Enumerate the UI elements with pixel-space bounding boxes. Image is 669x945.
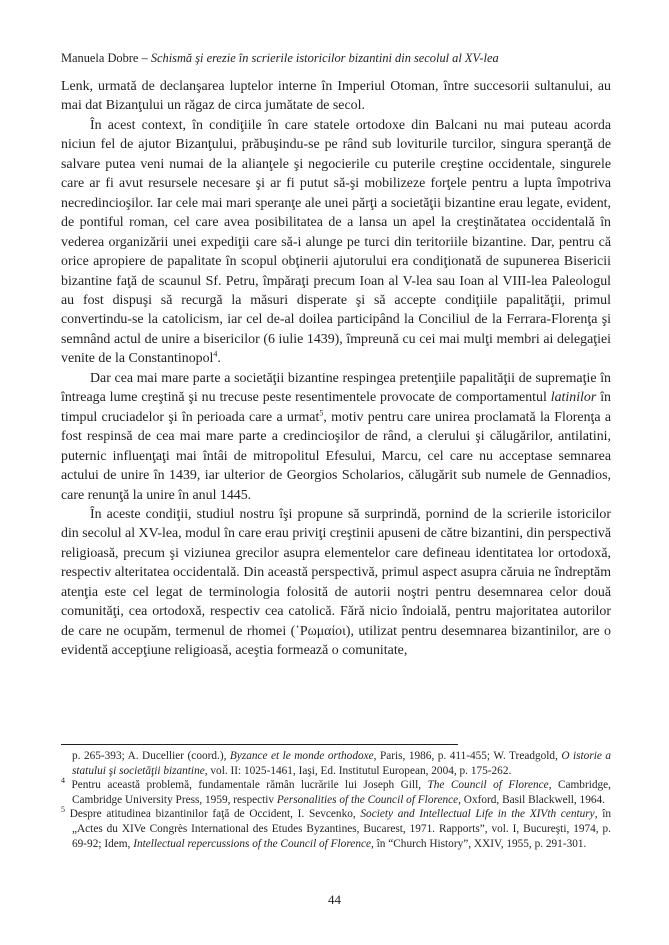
header-title: Schismă şi erezie în scrierile istoricilor bizantini din secolul al XV-lea [150, 51, 499, 65]
fn5-c: , în “Church History”, XXIV, 1955, p. 291-301. [371, 837, 587, 850]
fn-cont-c: , vol. II: 1025-1461, Iaşi, Ed. Institutul European, 2004, p. 175-262. [204, 764, 512, 777]
fn-cont-italic-2: O istorie a statului şi societăţii bizantine [72, 750, 611, 777]
paragraph-3-text-c: , motiv pentru care unirea proclamată la Florenţa a fost respinsă de cea mai mare parte a credincioşilor de rând, a clerului şi călugărilor, antilatini, puternic influenţaţi mai întâi de mitropolitul Efesului, Marcu, cel care nu acceptase semnarea actului de unire în 1439, iar ulterior de Georgios Scholarios, călugărit sub numele de Gennadios, care renunţă la unire în anul 1445. [61, 409, 611, 503]
fn5-b: , în „Actes du XIVe Congrès International des Etudes Byzantines, Bucarest, 1971. Rapports”, vol. I, Bucureşti, 1974, p. 69-92; Idem, [72, 808, 611, 850]
paragraph-3-text-b: în timpul cruciadelor şi în perioada care a urmat [61, 390, 612, 425]
fn5-italic-1: Society and Intellectual Life in the XIVth century [360, 808, 595, 821]
fn4-a: Pentru această problemă, fundamentale rămân lucrările lui Joseph Gill, [65, 779, 428, 792]
fn4-c: , Oxford, Basil Blackwell, 1964. [458, 793, 605, 806]
footnote-continuation [61, 749, 611, 778]
footnote-4 [61, 778, 611, 807]
footnote-4-number: 4 [61, 776, 65, 786]
paragraph-4: În aceste condiţii, studiul nostru îşi propune să surprindă, pornind de la scrierile istoricilor din secolul al XV-lea, modul în care erau priviţi creştinii apuseni de către bizantini, din perspectivă religioasă, precum şi viziunea grecilor asupra elementelor care defineau identitatea lor ortodoxă, respectiv alteritatea occidentală. Din această perspectivă, primul aspect asupra căruia ne îndreptăm atenţia este cel legat de terminologia folosită de autorii noştri pentru desemnarea celor două comunităţi, cea ortodoxă, respectiv cea catolică. Fără nicio îndoială, pentru majoritatea autorilor de care ne ocupăm, termenul de rhomei (῾Ρωμαίοι), utilizat pentru desemnarea bizantinilor, are o evidentă accepţiune religioasă, aceştia formează o comunitate, [61, 506, 611, 659]
paragraph-3-text-a: Dar cea mai mare parte a societăţii bizantine respingea pretenţiile papalităţii de supremaţie în întreaga lume creştină şi nu trecuse peste resentimentele provocate de comportamentul [61, 370, 611, 406]
paragraph-3-italic: latinilor [550, 390, 597, 406]
fn5-a: Despre atitudinea bizantinilor faţă de Occident, I. Sevcenko, [65, 808, 361, 821]
running-header [61, 50, 621, 66]
paragraph-2-text: În acest context, în condiţiile în care statele ortodoxe din Balcani nu mai puteau acorda niciun fel de ajutor Bizanţului, prăbuşindu-se pe rând sub loviturile turcilor, singura speranţă de salvare putea veni numai de la alianţele şi negocierile cu puterile creştine occidentale, singurele care ar fi avut resursele necesare şi ar fi putut să-şi mobilizeze forţele pentru a lupta împotriva necredincioşilor. Iar cele mai mari speranţe ale unei părţi a societăţii bizantine erau legate, evident, de pontiful roman, cel care avea posibilitatea de a lansa un apel la creştinătatea occidentală în vederea organizării unei expediţii care să-i alunge pe turci din teritoriile bizantine. Dar, pentru că orice apropiere de papalitate în scopul obţinerii ajutorului era condiţionată de supunerea Bisericii bizantine faţă de scaunul Sf. Petru, împăraţi precum Ioan al V-lea sau Ioan al VIII-lea Paleologul au fost dispuşi să recurgă la măsuri disperate şi să accepte condiţiile papalităţii, primul convertindu-se la catolicism, iar cel de-al doilea participând la Conciliul de la Ferrara-Florenţa şi semnând actul de unire a bisericilor (6 iulie 1439), împreună cu cei mai mulţi membri ai delegaţiei venite de la Constantinopol [61, 117, 611, 367]
paragraph-1: Lenk, urmată de declanşarea luptelor interne în Imperiul Otoman, între succesorii sultanului, au mai dat Bizanţului un răgaz de circa jumătate de secol. [61, 79, 611, 114]
footnote-divider [61, 744, 458, 745]
footnote-5-number: 5 [61, 805, 65, 815]
footnote-ref-5: 5 [319, 408, 324, 418]
fn5-italic-2: Intellectual repercussions of the Council of Florence [133, 837, 371, 850]
fn4-italic-2: Personalities of the Council of Florence [276, 793, 459, 806]
page-number: 44 [328, 892, 341, 907]
footnotes [61, 749, 611, 851]
footnote-5 [61, 807, 611, 851]
paragraph-2-end: . [217, 351, 221, 367]
footnote-ref-4: 4 [213, 349, 218, 359]
header-separator: – [138, 51, 151, 65]
fn-cont-a: p. 265-393; A. Ducellier (coord.), [72, 750, 230, 762]
paragraph-2 [61, 116, 611, 369]
paragraph-3 [61, 369, 611, 505]
fn4-b: , Cambridge, Cambridge University Press, 1959, respectiv [72, 779, 611, 806]
header-author: Manuela Dobre [61, 51, 139, 65]
main-text [61, 77, 611, 661]
fn4-italic-1: The Council of Florence [427, 779, 549, 792]
fn-cont-b: , Paris, 1986, p. 411-455; W. Treadgold, [373, 750, 562, 762]
fn-cont-italic-1: Byzance et le monde orthodoxe [229, 750, 374, 762]
